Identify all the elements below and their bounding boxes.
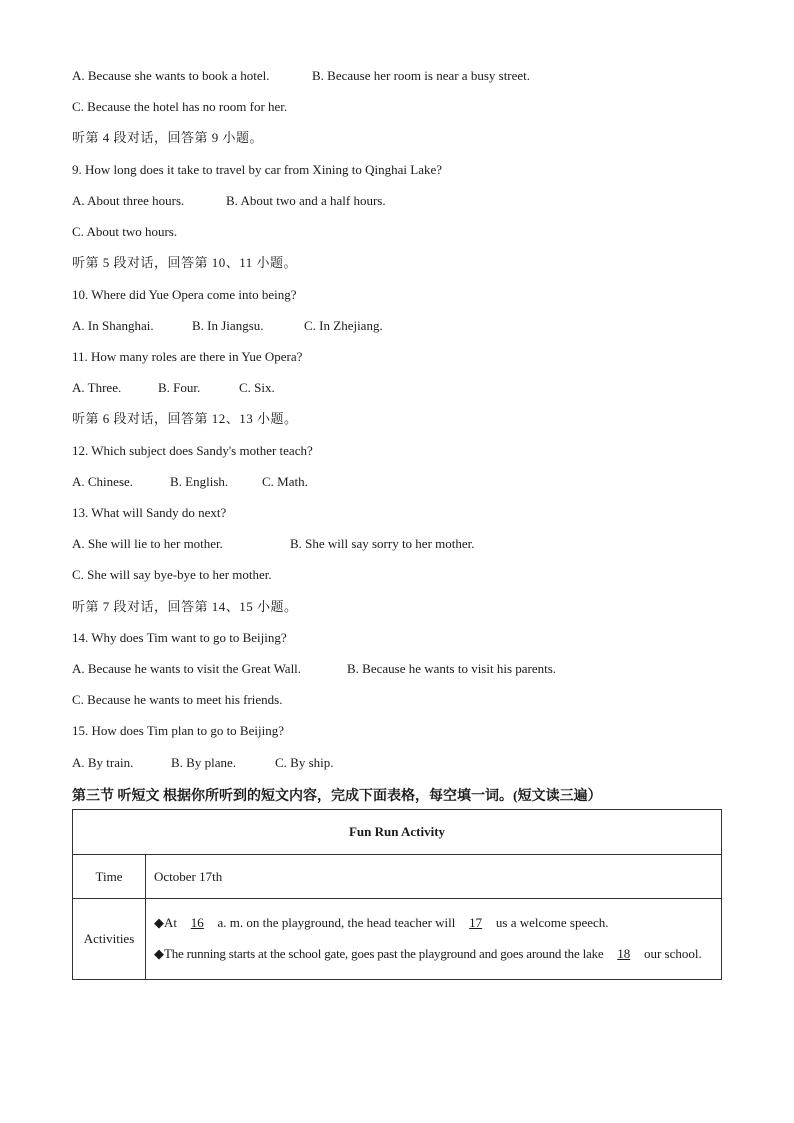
q9-options-row <box>72 192 386 210</box>
q14-option-c: C. Because he wants to meet his friends. <box>72 692 283 707</box>
fun-run-table <box>72 809 722 980</box>
table-row-activities <box>73 899 722 980</box>
q15-option-b: B. By plane. <box>171 755 236 770</box>
activity-1-text-start: At <box>164 915 177 930</box>
q8-option-c: C. Because the hotel has no room for her. <box>72 99 288 114</box>
q10-option-a: A. In Shanghai. <box>72 318 154 333</box>
table-title-row <box>73 810 722 855</box>
blank-16: 16 <box>190 915 204 930</box>
dialogue-4-instruction: 听第 4 段对话，回答第 9 小题。 <box>72 130 264 145</box>
q12-option-b: B. English. <box>170 474 229 489</box>
q11-option-a: A. Three. <box>72 380 122 395</box>
time-value: October 17th <box>146 855 722 899</box>
q10-option-c: C. In Zhejiang. <box>304 318 383 333</box>
activity-1-text-end: us a welcome speech. <box>495 915 609 930</box>
q11-options-row <box>72 379 275 397</box>
q15-option-c: C. By ship. <box>275 755 334 770</box>
activity-item-1 <box>154 907 713 938</box>
dialogue-7-instruction: 听第 7 段对话，回答第 14、15 小题。 <box>72 599 298 614</box>
table-title: Fun Run Activity <box>73 810 722 855</box>
q11-option-c: C. Six. <box>239 380 275 395</box>
dialogue-5-instruction: 听第 5 段对话，回答第 10、11 小题。 <box>72 255 298 270</box>
q13-option-a: A. She will lie to her mother. <box>72 536 223 551</box>
q10-options-row <box>72 317 383 335</box>
activities-label: Activities <box>73 899 146 980</box>
activity-item-2 <box>154 938 713 969</box>
q11-option-b: B. Four. <box>158 380 201 395</box>
diamond-bullet-icon: ◆ <box>154 946 164 961</box>
table-row-time <box>73 855 722 899</box>
q9-option-b: B. About two and a half hours. <box>226 193 386 208</box>
q9-question: 9. How long does it take to travel by car from Xining to Qinghai Lake? <box>72 162 443 177</box>
dialogue-6-instruction: 听第 6 段对话，回答第 12、13 小题。 <box>72 411 298 426</box>
q13-options-row <box>72 535 475 553</box>
q12-option-a: A. Chinese. <box>72 474 134 489</box>
activity-1-text-middle: a. m. on the playground, the head teacher will <box>217 915 456 930</box>
q12-option-c: C. Math. <box>262 474 308 489</box>
q11-question: 11. How many roles are there in Yue Opera? <box>72 349 303 364</box>
q13-option-b: B. She will say sorry to her mother. <box>290 536 475 551</box>
q8-options-row1 <box>72 67 530 85</box>
q15-option-a: A. By train. <box>72 755 134 770</box>
q13-option-c: C. She will say bye-bye to her mother. <box>72 567 272 582</box>
section-3-heading: 第三节 听短文 根据你所听到的短文内容，完成下面表格，每空填一词。(短文读三遍） <box>72 789 602 804</box>
time-label: Time <box>73 855 146 899</box>
q9-option-c: C. About two hours. <box>72 224 178 239</box>
q10-option-b: B. In Jiangsu. <box>192 318 264 333</box>
q14-options-row <box>72 660 556 678</box>
q12-options-row <box>72 473 308 491</box>
q14-option-a: A. Because he wants to visit the Great Wall. <box>72 661 302 676</box>
q15-question: 15. How does Tim plan to go to Beijing? <box>72 723 284 738</box>
q9-option-a: A. About three hours. <box>72 193 185 208</box>
q15-options-row <box>72 754 334 772</box>
q14-question: 14. Why does Tim want to go to Beijing? <box>72 630 287 645</box>
activity-2-text-start: The running starts at the school gate, goes past the playground and goes around the lake <box>164 946 604 961</box>
activity-2-text-end: our school. <box>643 946 702 961</box>
diamond-bullet-icon: ◆ <box>154 915 164 930</box>
blank-17: 17 <box>469 915 483 930</box>
q8-option-b: B. Because her room is near a busy street. <box>312 68 531 83</box>
activities-content <box>146 899 722 980</box>
q8-option-a: A. Because she wants to book a hotel. <box>72 68 270 83</box>
q10-question: 10. Where did Yue Opera come into being? <box>72 287 297 302</box>
q12-question: 12. Which subject does Sandy's mother teach? <box>72 443 313 458</box>
blank-18: 18 <box>617 946 631 961</box>
q13-question: 13. What will Sandy do next? <box>72 505 227 520</box>
q14-option-b: B. Because he wants to visit his parents. <box>347 661 557 676</box>
